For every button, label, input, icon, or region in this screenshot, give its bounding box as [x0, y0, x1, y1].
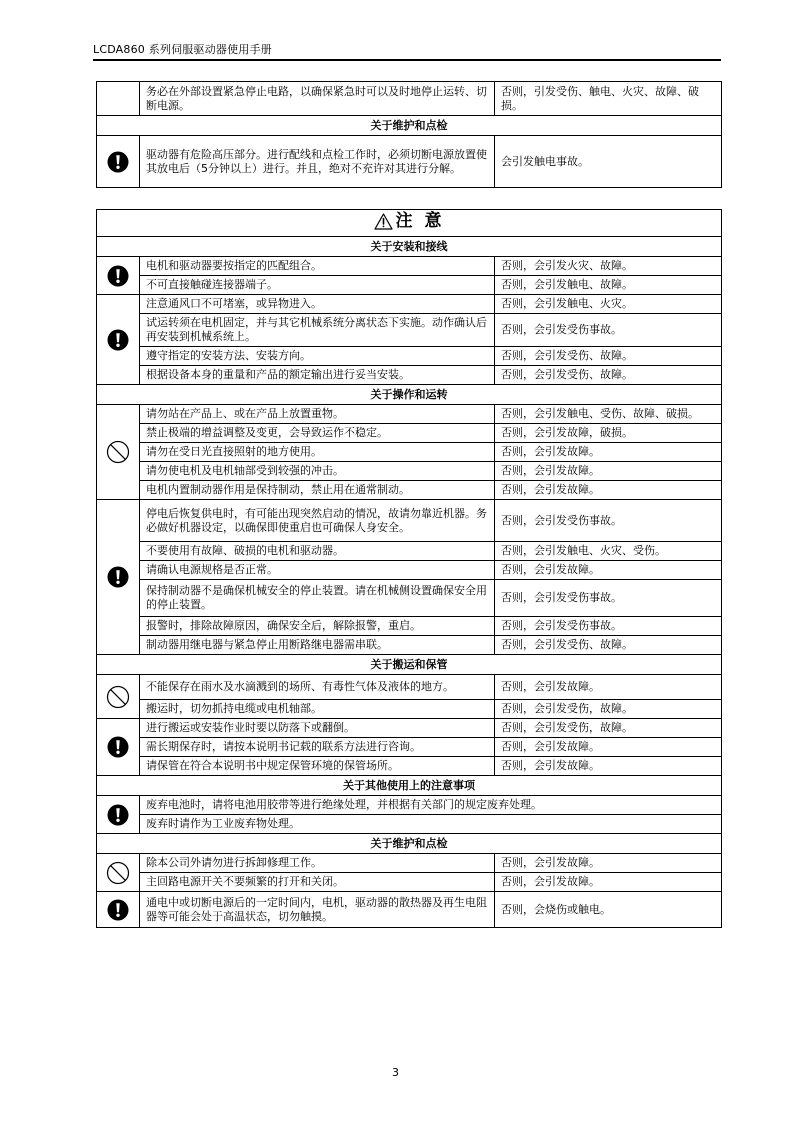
table-row [97, 738, 722, 757]
precaution-text: 遵守指定的安装方法、安装方向。 [140, 347, 495, 366]
precaution-text: 请确认电源规格是否正常。 [140, 561, 495, 580]
section-row [97, 834, 722, 854]
table-row [97, 675, 722, 700]
consequence-text: 否则，会引发故障。 [495, 443, 722, 462]
caution-title-text: 注 意 [395, 211, 445, 231]
table-row [97, 424, 722, 443]
table-row [97, 873, 722, 892]
precaution-text: 需长期保存时，请按本说明书记载的联系方法进行咨询。 [140, 738, 495, 757]
precaution-text: 请勿使电机及电机轴部受到较强的冲击。 [140, 462, 495, 481]
precaution-text: 不要使用有故障、破损的电机和驱动器。 [140, 542, 495, 561]
consequence-text: 否则，引发受伤、触电、火灾、故障、破损。 [495, 82, 722, 116]
consequence-text: 否则，会引发受伤、故障。 [495, 636, 722, 655]
section-title: 关于维护和点检 [97, 116, 722, 136]
exclamation-circle-icon [107, 804, 129, 826]
consequence-text: 否则，会引发故障。 [495, 854, 722, 873]
table-row [97, 815, 722, 834]
prohibition-circle-icon [106, 861, 130, 885]
table-row [97, 854, 722, 873]
section-title: 关于安装和接线 [97, 237, 722, 257]
consequence-text: 否则，会引发触电、受伤、故障、破损。 [495, 405, 722, 424]
prohibition-circle-icon [106, 685, 130, 709]
header-rule [93, 59, 721, 61]
mandatory-icon-cell [97, 500, 140, 655]
precaution-text: 试运转须在电机固定，并与其它机械系统分离状态下实施。动作确认后再安装到机械系统上。 [140, 314, 495, 347]
precaution-text: 禁止极端的增益调整及变更，会导致运作不稳定。 [140, 424, 495, 443]
consequence-text: 否则，会引发故障。 [495, 462, 722, 481]
table-row [97, 580, 722, 617]
page-number: 3 [392, 1066, 399, 1079]
prohibition-circle-icon [106, 440, 130, 464]
consequence-text: 否则，会引发火灾、故障。 [495, 257, 722, 276]
caution-table [96, 209, 722, 928]
table-row [97, 757, 722, 776]
section-title: 关于维护和点检 [97, 834, 722, 854]
precaution-text: 电机内置制动器作用是保持制动，禁止用在通常制动。 [140, 481, 495, 500]
prohibit-icon-cell [97, 675, 140, 719]
section-row [97, 776, 722, 796]
table-row [97, 295, 722, 314]
warning-triangle-icon [374, 213, 393, 230]
precaution-text: 不可直接触碰连接器端子。 [140, 276, 495, 295]
consequence-text: 否则，会引发故障。 [495, 757, 722, 776]
precaution-text: 主回路电源开关不要频繁的打开和关闭。 [140, 873, 495, 892]
section-row [97, 385, 722, 405]
consequence-text: 否则，会引发受伤，故障。 [495, 719, 722, 738]
table-row [97, 347, 722, 366]
precaution-text: 保持制动器不是确保机械安全的停止装置。请在机械侧设置确保安全用的停止装置。 [140, 580, 495, 617]
exclamation-circle-icon [107, 265, 129, 287]
precaution-text: 请勿在受日光直接照射的地方使用。 [140, 443, 495, 462]
precaution-text: 搬运时，切勿抓持电缆或电机轴部。 [140, 700, 495, 719]
consequence-text: 否则，会引发故障。 [495, 561, 722, 580]
consequence-text: 否则，会引发受伤事故。 [495, 500, 722, 542]
section-title: 关于其他使用上的注意事项 [97, 776, 722, 796]
table-row [97, 542, 722, 561]
table-row [97, 617, 722, 636]
table-row [97, 719, 722, 738]
danger-table [96, 81, 722, 188]
consequence-text: 否则，会引发故障。 [495, 481, 722, 500]
section-row [97, 655, 722, 675]
precaution-text: 务必在外部设置紧急停止电路，以确保紧急时可以及时地停止运转、切断电源。 [140, 82, 495, 116]
table-row [97, 561, 722, 580]
precaution-text: 除本公司外请勿进行拆卸修理工作。 [140, 854, 495, 873]
precaution-text: 注意通风口不可堵塞，或异物进入。 [140, 295, 495, 314]
precaution-text: 报警时，排除故障原因，确保安全后，解除报警，重启。 [140, 617, 495, 636]
precaution-text: 请保管在符合本说明书中规定保管环境的保管场所。 [140, 757, 495, 776]
exclamation-circle-icon [107, 329, 129, 351]
consequence-text: 否则，会引发触电、火灾、受伤。 [495, 542, 722, 561]
consequence-text: 否则，会引发受伤事故。 [495, 580, 722, 617]
prohibit-icon-cell [97, 405, 140, 500]
consequence-text: 否则，会引发受伤事故。 [495, 617, 722, 636]
table-row [97, 636, 722, 655]
exclamation-circle-icon [107, 151, 129, 173]
precaution-text: 请勿站在产品上、或在产品上放置重物。 [140, 405, 495, 424]
consequence-text: 否则，会引发受伤、故障。 [495, 347, 722, 366]
consequence-text: 否则，会引发故障。 [495, 873, 722, 892]
section-row [97, 116, 722, 136]
table-row [97, 462, 722, 481]
precaution-text: 制动器用继电器与紧急停止用断路继电器需串联。 [140, 636, 495, 655]
table-row [97, 500, 722, 542]
exclamation-circle-icon [107, 566, 129, 588]
mandatory-icon-cell [97, 719, 140, 776]
table-row [97, 366, 722, 385]
table-row [97, 796, 722, 815]
mandatory-icon-cell [97, 295, 140, 385]
precaution-text: 通电中或切断电源后的一定时间内，电机，驱动器的散热器及再生电阻器等可能会处于高温状态，切勿触摸。 [140, 892, 495, 928]
table-row [97, 405, 722, 424]
section-title: 关于操作和运转 [97, 385, 722, 405]
mandatory-icon-cell [97, 136, 140, 188]
caution-title-row [97, 210, 722, 237]
precaution-text: 废弃时请作为工业废弃物处理。 [140, 815, 722, 834]
section-title: 关于搬运和保管 [97, 655, 722, 675]
consequence-text: 否则，会引发故障。 [495, 738, 722, 757]
table-row [97, 257, 722, 276]
table-row [97, 136, 722, 188]
precaution-text: 驱动器有危险高压部分。进行配线和点检工作时，必须切断电源放置使其放电后（5分钟以上）进行。并且，绝对不充许对其进行分解。 [140, 136, 495, 188]
consequence-text: 否则，会烧伤或触电。 [495, 892, 722, 928]
exclamation-circle-icon [107, 899, 129, 921]
icon-cell [97, 82, 140, 116]
precaution-text: 进行搬运或安装作业时要以防落下或翻倒。 [140, 719, 495, 738]
mandatory-icon-cell [97, 796, 140, 834]
caution-title [374, 213, 445, 230]
table-row [97, 276, 722, 295]
consequence-text: 否则，会引发受伤、故障。 [495, 366, 722, 385]
consequence-text: 否则，会引发受伤事故。 [495, 314, 722, 347]
table-row [97, 82, 722, 116]
consequence-text: 否则，会引发触电、故障。 [495, 276, 722, 295]
exclamation-circle-icon [107, 736, 129, 758]
precaution-text: 废弃电池时，请将电池用胶带等进行绝缘处理，并根据有关部门的规定废弃处理。 [140, 796, 722, 815]
consequence-text: 否则，会引发触电、火灾。 [495, 295, 722, 314]
consequence-text: 会引发触电事故。 [495, 136, 722, 188]
precaution-text: 停电后恢复供电时，有可能出现突然启动的情况，故请勿靠近机器。务必做好机器设定，以确保即使重启也可确保人身安全。 [140, 500, 495, 542]
precaution-text: 电机和驱动器要按指定的匹配组合。 [140, 257, 495, 276]
page-header: LCDA860 系列伺服驱动器使用手册 [93, 43, 272, 56]
consequence-text: 否则，会引发故障，破损。 [495, 424, 722, 443]
precaution-text: 不能保存在雨水及水滴溅到的场所、有毒性气体及液体的地方。 [140, 675, 495, 700]
table-row [97, 700, 722, 719]
mandatory-icon-cell [97, 892, 140, 928]
table-row [97, 443, 722, 462]
table-row [97, 314, 722, 347]
consequence-text: 否则，会引发受伤，故障。 [495, 700, 722, 719]
section-row [97, 237, 722, 257]
table-row [97, 892, 722, 928]
consequence-text: 否则，会引发故障。 [495, 675, 722, 700]
precaution-text: 根据设备本身的重量和产品的额定输出进行妥当安装。 [140, 366, 495, 385]
prohibit-icon-cell [97, 854, 140, 892]
mandatory-icon-cell [97, 257, 140, 295]
table-row [97, 481, 722, 500]
